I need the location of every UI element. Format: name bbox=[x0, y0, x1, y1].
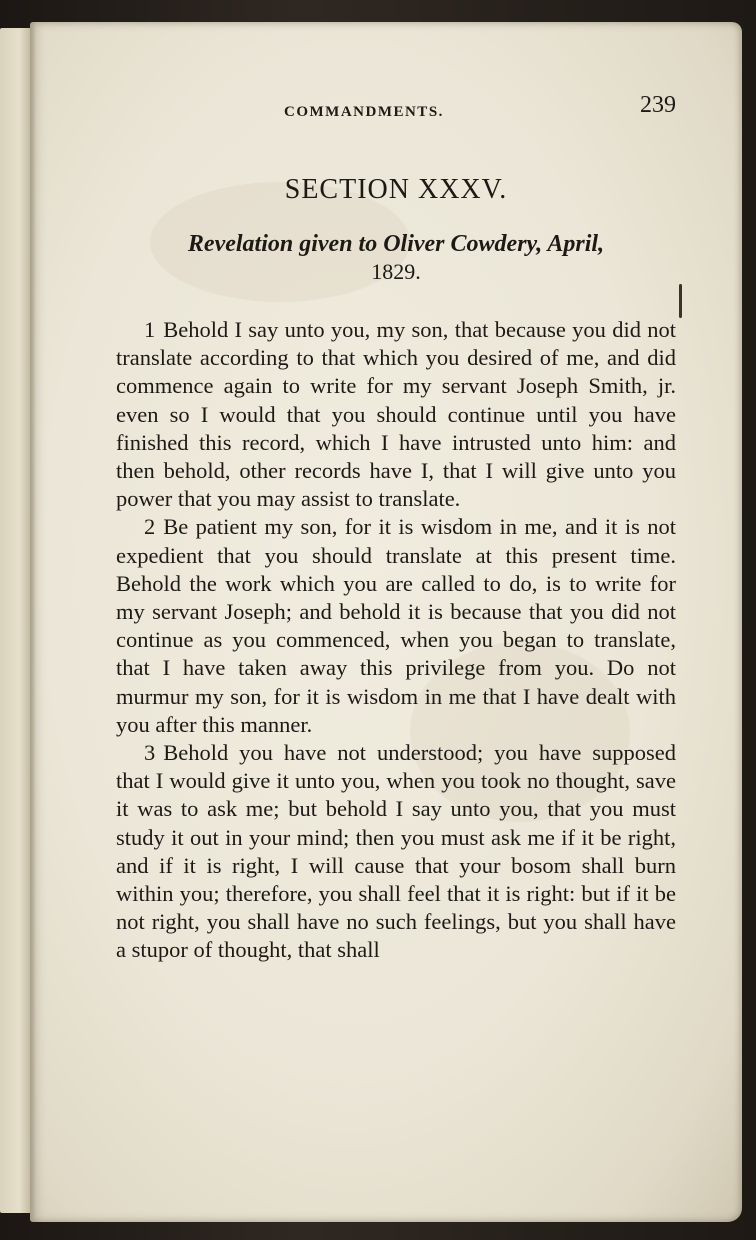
revelation-line: Revelation given to Oliver Cowdery, April, bbox=[187, 231, 605, 257]
revelation-year: 1829. bbox=[371, 259, 421, 284]
verse-number: 2 bbox=[144, 514, 156, 540]
verse-1 bbox=[116, 316, 676, 513]
running-head bbox=[116, 92, 676, 132]
revelation-heading bbox=[116, 228, 676, 288]
margin-mark bbox=[679, 284, 682, 318]
verse-3 bbox=[116, 739, 676, 965]
verse-text: Behold I say unto you, my son, that because you did not translate according to that which you desired of me, and did commence again to write for my servant Joseph Smith, jr. even so I would that you should continue until you have finished this record, which I have intrusted unto him: and then behold, other records have I, that I will give unto you power that you may assist to translate. bbox=[116, 317, 676, 512]
book-page bbox=[30, 22, 742, 1222]
verse-number: 1 bbox=[144, 317, 156, 342]
page-content bbox=[116, 92, 676, 965]
verse-2 bbox=[116, 513, 676, 739]
section-heading: SECTION XXXV. bbox=[284, 174, 508, 205]
page-number: 239 bbox=[640, 92, 676, 118]
left-page-edge bbox=[0, 28, 33, 1213]
verse-text: Behold you have not understood; you have supposed that I would give it unto you, when you took no thought, save it was to ask me; but behold I say unto you, that you must study it out in your mind; then you must ask me if it be right, and if it is right, I will cause that your bosom shall burn within you; therefore, you shall feel that it is right: but if it be not right, you shall have no such feelings, but you shall have a stupor of thought, that shall bbox=[116, 740, 676, 963]
verse-text: Be patient my son, for it is wisdom in me, and it is not expedient that you should translate at this present time. Behold the work which you are called to do, is to write for my servant Joseph; and behold it is because that you did not continue as you commenced, when you began to translate, that I have taken away this privilege from you. Do not murmur my son, for it is wisdom in me that I have dealt with you after this manner. bbox=[116, 514, 676, 737]
verse-number: 3 bbox=[144, 740, 156, 766]
verse-list bbox=[116, 316, 676, 965]
running-title: COMMANDMENTS. bbox=[284, 104, 444, 120]
page-spine-shadow bbox=[30, 22, 36, 1222]
